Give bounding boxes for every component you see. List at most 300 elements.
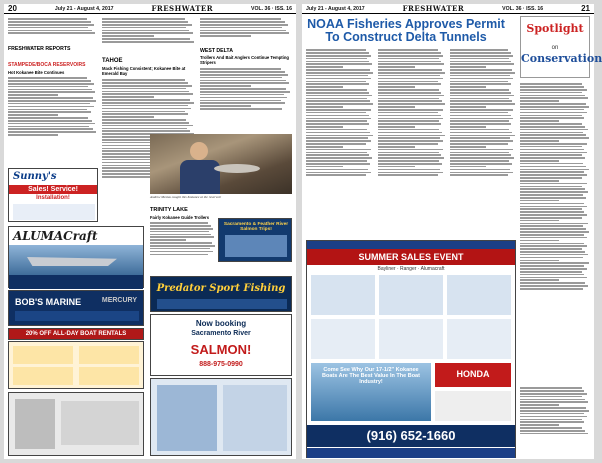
text-line (306, 95, 372, 97)
text-line (102, 105, 188, 107)
article-column (520, 386, 590, 456)
text-line (102, 21, 188, 23)
text-line (520, 396, 582, 398)
text-line (8, 103, 90, 105)
text-line (8, 97, 93, 99)
sunnys-tagline-1: Sales! Service! (9, 185, 97, 194)
text-line (306, 81, 366, 83)
text-line (102, 85, 192, 87)
text-line (150, 251, 213, 253)
column-text (8, 17, 98, 45)
text-line (306, 52, 369, 54)
text-line (378, 78, 443, 80)
text-line (520, 240, 559, 242)
text-line (378, 58, 439, 60)
text-line (102, 79, 185, 81)
sunnys-logo: Sunny's (13, 171, 57, 182)
text-line (306, 166, 343, 168)
predator-sportfishing-ad[interactable] (150, 276, 292, 312)
text-line (450, 126, 486, 128)
text-line (378, 129, 439, 131)
text-line (520, 123, 582, 125)
text-line (520, 143, 587, 145)
text-line (450, 132, 512, 134)
masthead: FRESHWATER (151, 4, 214, 13)
text-line (8, 100, 96, 102)
article-column (520, 82, 590, 382)
honda-logo: HONDA (435, 363, 511, 387)
guide-ad[interactable] (8, 392, 144, 456)
issue-number: VOL. 36 · ISS. 16 (251, 5, 292, 12)
text-line (306, 146, 343, 148)
text-line (306, 100, 370, 102)
text-line (520, 129, 588, 131)
text-line (450, 143, 508, 145)
text-line (378, 172, 443, 174)
text-line (150, 245, 215, 247)
spotlight-conservation: Conservation (521, 52, 602, 65)
text-line (200, 80, 286, 82)
text-line (306, 118, 371, 120)
text-line (520, 274, 584, 276)
text-line (378, 69, 442, 71)
text-line (306, 174, 366, 176)
mercury-logo: MERCURY (101, 297, 137, 304)
text-line (8, 109, 87, 111)
text-line (520, 169, 589, 171)
text-line (450, 61, 511, 63)
text-line (450, 166, 486, 168)
text-line (520, 152, 587, 154)
text-line (150, 228, 213, 230)
text-line (520, 134, 586, 136)
text-line (520, 260, 559, 262)
text-line (378, 169, 440, 171)
text-line (8, 106, 94, 108)
text-line (520, 265, 584, 267)
text-line (8, 80, 91, 82)
text-line (520, 200, 559, 202)
section-heading: TAHOE (102, 58, 123, 64)
alumacraft-logo: ALUMACraft (13, 229, 98, 243)
text-line (306, 72, 373, 74)
text-line (450, 89, 509, 91)
column-text (150, 221, 216, 273)
text-line (8, 120, 92, 122)
text-line (520, 404, 559, 406)
boat-rentals-banner[interactable]: 20% OFF ALL-DAY BOAT RENTALS (8, 328, 144, 340)
text-line (102, 130, 190, 132)
page-number: 20 (8, 4, 17, 13)
text-line (102, 93, 193, 95)
text-line (450, 49, 508, 51)
issue-number: VOL. 36 · ISS. 16 (502, 5, 544, 12)
text-line (520, 430, 585, 432)
text-line (306, 172, 371, 174)
booking-salmon: SALMON! (190, 342, 252, 357)
right-page-header (302, 4, 594, 14)
text-line (520, 288, 583, 290)
text-line (378, 100, 442, 102)
text-line (450, 149, 513, 151)
text-line (306, 55, 371, 57)
text-line (150, 236, 214, 238)
text-line (200, 94, 284, 96)
text-line (8, 83, 94, 85)
text-line (520, 115, 582, 117)
text-line (450, 140, 513, 142)
text-line (200, 74, 288, 76)
text-line (520, 149, 584, 151)
text-line (520, 206, 587, 208)
text-line (450, 98, 509, 100)
text-line (150, 248, 210, 250)
text-line (8, 86, 88, 88)
text-line (520, 154, 582, 156)
text-line (378, 152, 439, 154)
section-heading: FRESHWATER REPORTS (8, 46, 71, 52)
text-line (520, 413, 584, 415)
text-line (520, 245, 587, 247)
text-line (200, 71, 285, 73)
text-line (520, 421, 584, 423)
text-line (378, 92, 441, 94)
text-line (306, 109, 371, 111)
text-line (306, 69, 370, 71)
booking-line-2: Sacramento River (191, 330, 251, 337)
text-line (306, 86, 343, 88)
text-line (520, 390, 584, 392)
text-line (378, 149, 443, 151)
text-line (200, 88, 286, 90)
text-line (520, 166, 586, 168)
text-line (102, 122, 189, 124)
text-line (520, 177, 582, 179)
issue-date: July 21 - August 4, 2017 (54, 5, 114, 12)
text-line (520, 285, 588, 287)
text-line (520, 89, 587, 91)
text-line (450, 86, 486, 88)
text-line (378, 163, 442, 165)
left-page-header (4, 4, 296, 14)
text-line (520, 279, 559, 281)
kokanee-banner: Come See Why Our 17-1/2" Kokanee Boats Are The Best Value In The Boat Industry! (311, 363, 431, 421)
text-line (102, 128, 187, 130)
text-line (520, 208, 582, 210)
text-line (520, 83, 582, 85)
article-headline: NOAA Fisheries Approves Permit To Construct Delta Tunnels (307, 17, 505, 44)
text-line (102, 88, 186, 90)
marina-ad[interactable] (150, 378, 292, 456)
text-line (378, 75, 440, 77)
text-line (102, 32, 193, 34)
text-line (306, 120, 367, 122)
text-line (200, 91, 290, 93)
text-line (450, 92, 511, 94)
section-subheading: Fairly Kokanee Guide Trollers (150, 215, 210, 220)
text-line (378, 95, 444, 97)
text-line (378, 83, 441, 85)
text-line (520, 174, 587, 176)
text-line (450, 75, 510, 77)
text-line (150, 225, 211, 227)
text-line (102, 125, 193, 127)
spotlight-word: Spotlight (526, 22, 584, 35)
text-line (306, 154, 369, 156)
text-line (378, 66, 415, 68)
text-line (378, 166, 415, 168)
text-line (520, 231, 589, 233)
text-line (450, 120, 509, 122)
text-line (450, 146, 486, 148)
text-line (8, 77, 87, 79)
text-line (378, 86, 415, 88)
text-line (306, 115, 369, 117)
text-line (378, 81, 438, 83)
text-line (306, 135, 373, 137)
text-line (306, 160, 367, 162)
column-text (200, 17, 292, 47)
text-line (520, 399, 585, 401)
text-line (378, 112, 438, 114)
text-line (520, 100, 559, 102)
text-line (200, 108, 282, 110)
text-line (200, 21, 285, 23)
text-line (200, 30, 286, 32)
summer-sales-banner: SUMMER SALES EVENT (307, 249, 515, 265)
text-line (520, 393, 587, 395)
text-line (520, 132, 583, 134)
text-line (378, 89, 439, 91)
column-text (102, 17, 196, 55)
text-line (306, 123, 369, 125)
text-line (102, 91, 189, 93)
text-line (520, 220, 559, 222)
text-line (306, 163, 370, 165)
text-line (102, 116, 154, 118)
text-line (378, 49, 438, 51)
text-line (520, 419, 582, 421)
fishing-photo (150, 134, 292, 194)
text-line (102, 99, 190, 101)
text-line (450, 129, 509, 131)
text-line (520, 243, 584, 245)
text-line (378, 55, 443, 57)
text-line (520, 271, 582, 273)
text-line (8, 128, 93, 130)
text-line (306, 78, 371, 80)
text-line (450, 115, 511, 117)
text-line (520, 120, 559, 122)
text-line (450, 100, 512, 102)
text-line (450, 52, 511, 54)
sunnys-ad[interactable] (8, 168, 98, 222)
text-line (520, 401, 588, 403)
text-line (378, 115, 441, 117)
text-line (450, 160, 509, 162)
text-line (520, 237, 587, 239)
text-line (520, 407, 586, 409)
text-line (520, 277, 587, 279)
photo-caption: Andrew Mestas caught this Kokanee at the reservoir (150, 195, 222, 199)
text-line (8, 89, 92, 91)
text-line (8, 123, 95, 125)
text-line (378, 98, 439, 100)
text-line (520, 427, 582, 429)
text-line (200, 77, 282, 79)
text-line (200, 68, 281, 70)
text-line (306, 143, 366, 145)
text-line (520, 103, 586, 105)
text-line (520, 191, 588, 193)
text-line (8, 131, 96, 133)
text-line (102, 156, 154, 158)
text-line (520, 180, 559, 182)
dealer-ad[interactable] (306, 240, 516, 458)
section-heading: WEST DELTA (200, 48, 233, 54)
column-text (200, 67, 292, 131)
section-heading: TRINITY LAKE (150, 207, 188, 213)
text-line (450, 172, 513, 174)
text-line (306, 89, 367, 91)
text-line (520, 171, 584, 173)
text-line (102, 41, 194, 43)
text-line (378, 126, 415, 128)
text-line (520, 228, 586, 230)
text-line (520, 251, 585, 253)
text-line (520, 186, 582, 188)
text-line (102, 35, 154, 37)
predator-logo: Predator Sport Fishing (156, 283, 286, 294)
text-line (102, 27, 186, 29)
text-line (450, 95, 514, 97)
text-line (306, 66, 343, 68)
text-line (200, 24, 288, 26)
column-text (8, 76, 98, 164)
text-line (520, 410, 589, 412)
text-line (102, 18, 185, 20)
text-line (102, 111, 185, 113)
text-line (378, 174, 438, 176)
text-line (520, 157, 585, 159)
rental-locations-ad[interactable] (8, 341, 144, 389)
text-line (306, 58, 367, 60)
text-line (450, 69, 512, 71)
text-line (378, 132, 442, 134)
text-line (520, 97, 588, 99)
text-line (520, 262, 589, 264)
text-line (520, 257, 583, 259)
text-line (8, 91, 95, 93)
booking-phone: 888-975-0990 (199, 361, 243, 368)
text-line (520, 387, 582, 389)
text-line (450, 109, 513, 111)
text-line (306, 75, 368, 77)
text-line (150, 239, 186, 241)
text-line (102, 82, 188, 84)
text-line (8, 111, 91, 113)
alumacraft-ad[interactable] (8, 226, 144, 288)
text-line (8, 126, 89, 128)
text-line (306, 106, 343, 108)
text-line (102, 108, 191, 110)
text-line (520, 282, 585, 284)
text-line (102, 24, 192, 26)
text-line (102, 30, 189, 32)
text-line (520, 433, 588, 435)
text-line (378, 120, 439, 122)
text-line (520, 254, 588, 256)
text-line (150, 242, 212, 244)
brands-row: Bayliner · Ranger · Alumacraft (377, 266, 445, 272)
dealer-phone: (916) 652-1660 (307, 425, 515, 447)
text-line (102, 96, 154, 98)
article-column (306, 48, 374, 236)
section-heading: STAMPEDE/BOCA RESERVOIRS (8, 62, 86, 68)
text-line (450, 72, 515, 74)
salmon-trips-title: Sacramento & Feather River Salmon Trips! (223, 222, 289, 232)
text-line (102, 176, 154, 178)
text-line (450, 118, 513, 120)
text-line (450, 83, 511, 85)
text-line (520, 109, 584, 111)
text-line (306, 61, 369, 63)
text-line (520, 146, 582, 148)
text-line (450, 157, 514, 159)
text-line (102, 119, 186, 121)
text-line (450, 137, 510, 139)
text-line (8, 30, 92, 32)
text-line (102, 38, 190, 40)
text-line (378, 160, 439, 162)
text-line (378, 135, 445, 137)
text-line (378, 140, 443, 142)
article-column (378, 48, 446, 236)
text-line (8, 27, 88, 29)
text-line (450, 81, 508, 83)
text-line (150, 231, 209, 233)
text-line (306, 132, 370, 134)
text-line (378, 72, 445, 74)
text-line (520, 194, 583, 196)
bobs-marine-ad[interactable] (8, 290, 144, 326)
text-line (450, 169, 510, 171)
text-line (520, 183, 587, 185)
text-line (306, 112, 366, 114)
text-line (378, 146, 415, 148)
issue-date: July 21 - August 4, 2017 (306, 5, 365, 12)
text-line (520, 234, 584, 236)
text-line (378, 61, 441, 63)
text-line (450, 78, 513, 80)
text-line (306, 157, 372, 159)
right-page (302, 4, 602, 459)
booking-ad[interactable] (150, 314, 292, 376)
salmon-trips-ad[interactable] (218, 218, 292, 262)
section-subheading: Trollers And Bait Anglers Continue Tempting Stripers (200, 55, 289, 65)
text-line (306, 83, 369, 85)
text-line (450, 163, 512, 165)
text-line (200, 18, 281, 20)
page-number: 21 (581, 4, 590, 13)
text-line (520, 117, 584, 119)
text-line (450, 154, 511, 156)
text-line (8, 21, 91, 23)
text-line (306, 63, 372, 65)
text-line (306, 126, 343, 128)
text-line (150, 222, 208, 224)
text-line (150, 254, 208, 256)
